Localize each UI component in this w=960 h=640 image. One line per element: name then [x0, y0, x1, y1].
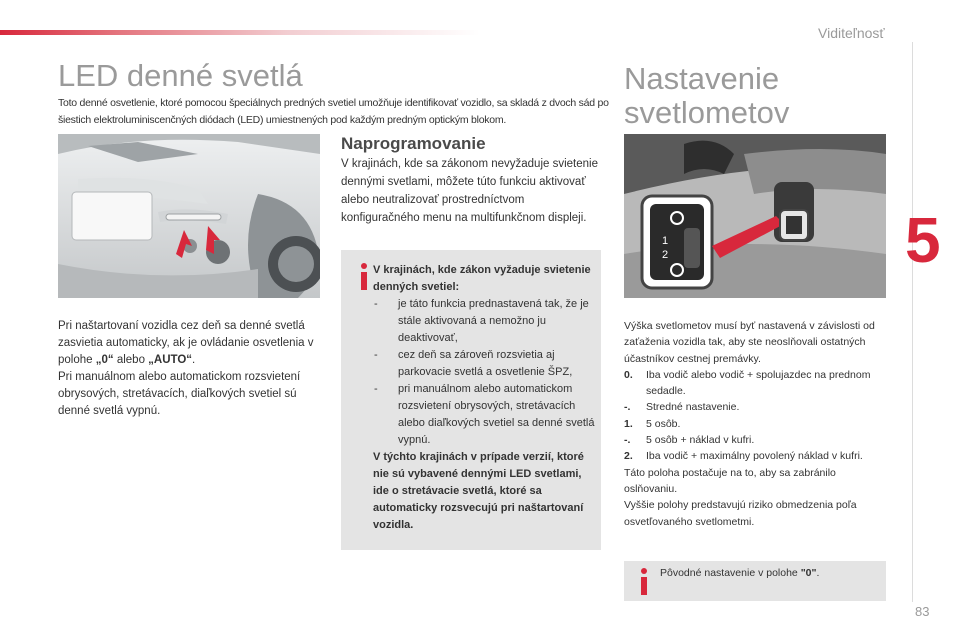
adjustment-outro: Táto poloha postačuje na to, aby sa zabránilo oslňovaniu.	[624, 466, 836, 495]
led-description	[58, 318, 328, 420]
programming-heading: Naprogramovanie	[341, 134, 486, 153]
svg-text:1: 1	[662, 235, 669, 247]
info-list-item: - je táto funkcia prednastavená tak, že je stále aktivovaná a nemožno ju deaktivovať,	[373, 296, 595, 347]
adjustment-text	[624, 318, 886, 530]
tip-box	[624, 561, 886, 601]
info-icon	[357, 262, 371, 290]
info-heading: V krajinách, kde zákon vyžaduje svietenie denných svetiel:	[373, 264, 591, 293]
position-key: 0.	[624, 368, 633, 381]
chapter-number: 5	[905, 204, 941, 276]
adjustment-warning: Vyššie polohy predstavujú riziko obmedzenia poľa osvetľovaného svetlometmi.	[624, 499, 857, 528]
position-text: Iba vodič + maximálny povolený náklad v kufri.	[646, 450, 863, 463]
svg-text:2: 2	[662, 249, 669, 261]
section-title: Viditeľnosť	[818, 25, 885, 41]
page-title: LED denné svetlá	[58, 58, 303, 93]
adjustment-intro: Výška svetlometov musí byť nastavená v závislosti od zaťaženia vozidla tak, aby ste neoslňovali ostatných účastníkov cestnej premávky.	[624, 320, 875, 365]
info-list-item: - pri manuálnom alebo automatickom rozsvietení obrysových, stretávacích alebo diaľkových svetiel sa denné svetlá vypnú.	[373, 381, 595, 449]
intro-text: Toto denné osvetlenie, ktoré pomocou špeciálnych predných svetiel umožňuje identifikovať vozidlo, sa skladá z dvoch sád po šiestich elektroluminiscenčných diódach (LED) umiestnených pod každým predným optickým blokom.	[58, 97, 609, 126]
position-item	[624, 416, 886, 432]
tip-text-label: Pôvodné nastavenie v polohe	[660, 567, 801, 579]
position-key: -.	[624, 434, 631, 447]
position-key: -.	[624, 401, 631, 414]
info-box	[341, 250, 601, 550]
position-text: 5 osôb.	[646, 417, 681, 430]
position-text: Iba vodič alebo vodič + spolujazdec na prednom sedadle.	[646, 368, 871, 398]
tip-text-value: "0"	[800, 567, 817, 579]
position-key: 1.	[624, 417, 633, 430]
position-zero-label: „0“	[95, 354, 114, 366]
position-key: 2.	[624, 450, 633, 463]
adjustment-heading-line2: svetlometov	[624, 95, 790, 130]
headlamp-adjuster-photo	[624, 134, 886, 298]
led-auto-text: Pri naštartovaní vozidla cez deň sa denné svetlá zasvietia automaticky, ak je ovládanie osvetlenia v polohe	[58, 320, 314, 366]
position-item	[624, 367, 886, 400]
info-footer: V týchto krajinách v prípade verzií, ktoré nie sú vybavené dennými LED svetlami, ide o stretávacie svetlá, ktoré sa automaticky rozsvecujú pri naštartovaní vozidla.	[373, 451, 584, 531]
info-list-item-text: je táto funkcia prednastavená tak, že je stále aktivovaná a nemožno ju deaktivovať,	[398, 298, 589, 344]
tip-text	[660, 567, 819, 579]
adjustment-heading	[624, 62, 824, 130]
page-number: 83	[915, 604, 930, 619]
info-text	[373, 262, 595, 534]
header-accent-bar	[0, 30, 480, 35]
programming-text: V krajinách, kde sa zákonom nevyžaduje svietenie dennými svetlami, môžete túto funkciu aktivovať alebo neutralizovať prostredníctvom konfiguračného menu na multifunkčnom displeji.	[341, 158, 598, 224]
led-lights-photo	[58, 134, 320, 298]
info-icon	[637, 567, 651, 595]
margin-divider	[912, 42, 913, 602]
position-text: Stredné nastavenie.	[646, 401, 740, 414]
position-item	[624, 448, 886, 464]
led-auto-text-end: .	[192, 354, 196, 366]
position-item	[624, 399, 886, 415]
led-auto-text-connector: alebo	[113, 354, 149, 366]
adjustment-heading-line1: Nastavenie	[624, 61, 780, 96]
led-manual-text: Pri manuálnom alebo automatickom rozsvietení obrysových, stretávacích, diaľkových svetiel sú denné svetlá vypnú.	[58, 371, 301, 417]
position-item	[624, 432, 886, 448]
position-text: 5 osôb + náklad v kufri.	[646, 434, 755, 447]
info-list-item: - cez deň sa zároveň rozsvietia aj parkovacie svetlá a osvetlenie ŠPZ,	[373, 347, 595, 381]
position-auto-label: „AUTO“	[148, 354, 193, 366]
info-list-item-text: cez deň sa zároveň rozsvietia aj parkovacie svetlá a osvetlenie ŠPZ,	[398, 349, 573, 378]
tip-text-end: .	[816, 567, 820, 579]
info-list-item-text: pri manuálnom alebo automatickom rozsvietení obrysových, stretávacích alebo diaľkových svetiel sa denné svetlá vypnú.	[398, 383, 595, 446]
